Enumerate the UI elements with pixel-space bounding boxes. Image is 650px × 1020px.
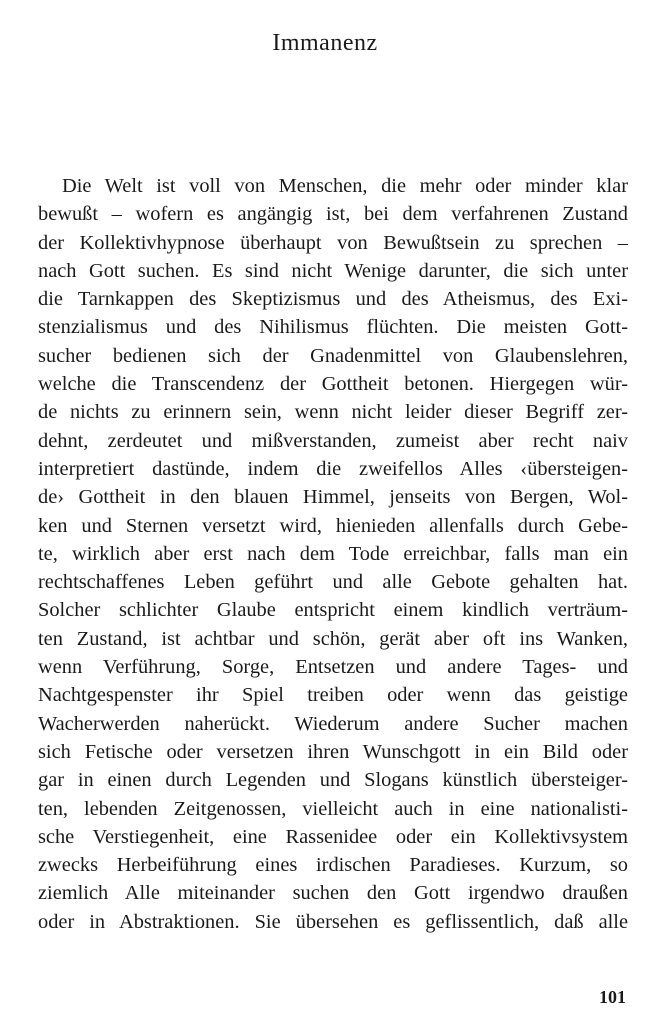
text-line: welche die Transcendenz der Gottheit betonen. Hiergegen wür- — [38, 373, 628, 396]
text-line: te, wirklich aber erst nach dem Tode erreichbar, falls man ein — [38, 542, 628, 565]
text-line: Nachtgespenster ihr Spiel treiben oder wenn das geistige — [38, 684, 628, 707]
text-line: die Tarnkappen des Skeptizismus und des Atheismus, des Exi- — [38, 288, 628, 311]
text-line: sche Verstiegenheit, eine Rassenidee oder ein Kollektivsystem — [38, 825, 628, 848]
text-line: sucher bedienen sich der Gnadenmittel von Glaubenslehren, — [38, 344, 628, 367]
text-line: rechtschaffenes Leben geführt und alle Gebote gehalten hat. — [38, 571, 628, 594]
chapter-title: Immanenz — [272, 30, 378, 56]
text-line: Die Welt ist voll von Menschen, die mehr oder minder klar — [62, 175, 628, 197]
text-line: interpretiert dastünde, indem die zweifellos Alles ‹übersteigen- — [38, 457, 628, 480]
text-line: stenzialismus und des Nihilismus flüchten. Die meisten Gott- — [38, 316, 628, 339]
text-line: nach Gott suchen. Es sind nicht Wenige darunter, die sich unter — [38, 259, 628, 282]
text-line: Wacherwerden naherückt. Wiederum andere Sucher machen — [38, 712, 628, 735]
text-line: oder in Abstraktionen. Sie übersehen es geflissentlich, daß alle — [38, 910, 628, 933]
text-line: ken und Sternen versetzt wird, hienieden allenfalls durch Gebe- — [38, 514, 628, 537]
text-line: de› Gottheit in den blauen Himmel, jenseits von Bergen, Wol- — [38, 486, 628, 509]
text-line: bewußt – wofern es angängig ist, bei dem verfahrenen Zustand — [38, 203, 628, 226]
text-line: de nichts zu erinnern sein, wenn nicht leider dieser Begriff zer- — [38, 401, 628, 424]
body-paragraph — [38, 172, 628, 936]
text-line: sich Fetische oder versetzen ihren Wunschgott in ein Bild oder — [38, 740, 628, 763]
page-number: 101 — [599, 987, 626, 1007]
text-line: ten Zustand, ist achtbar und schön, gerät aber oft ins Wanken, — [38, 627, 628, 650]
text-line: der Kollektivhypnose überhaupt von Bewußtsein zu sprechen – — [38, 231, 628, 254]
text-line: ten, lebenden Zeitgenossen, vielleicht auch in eine nationalisti- — [38, 797, 628, 820]
text-line: zwecks Herbeiführung eines irdischen Paradieses. Kurzum, so — [38, 854, 628, 877]
text-line: Solcher schlichter Glaube entspricht einem kindlich verträum- — [38, 599, 628, 622]
text-line: dehnt, zerdeutet und mißverstanden, zumeist aber recht naiv — [38, 429, 628, 452]
text-line: wenn Verführung, Sorge, Entsetzen und andere Tages- und — [38, 656, 628, 679]
text-line: ziemlich Alle miteinander suchen den Gott irgendwo draußen — [38, 882, 628, 905]
text-line: gar in einen durch Legenden und Slogans künstlich übersteiger- — [38, 769, 628, 792]
